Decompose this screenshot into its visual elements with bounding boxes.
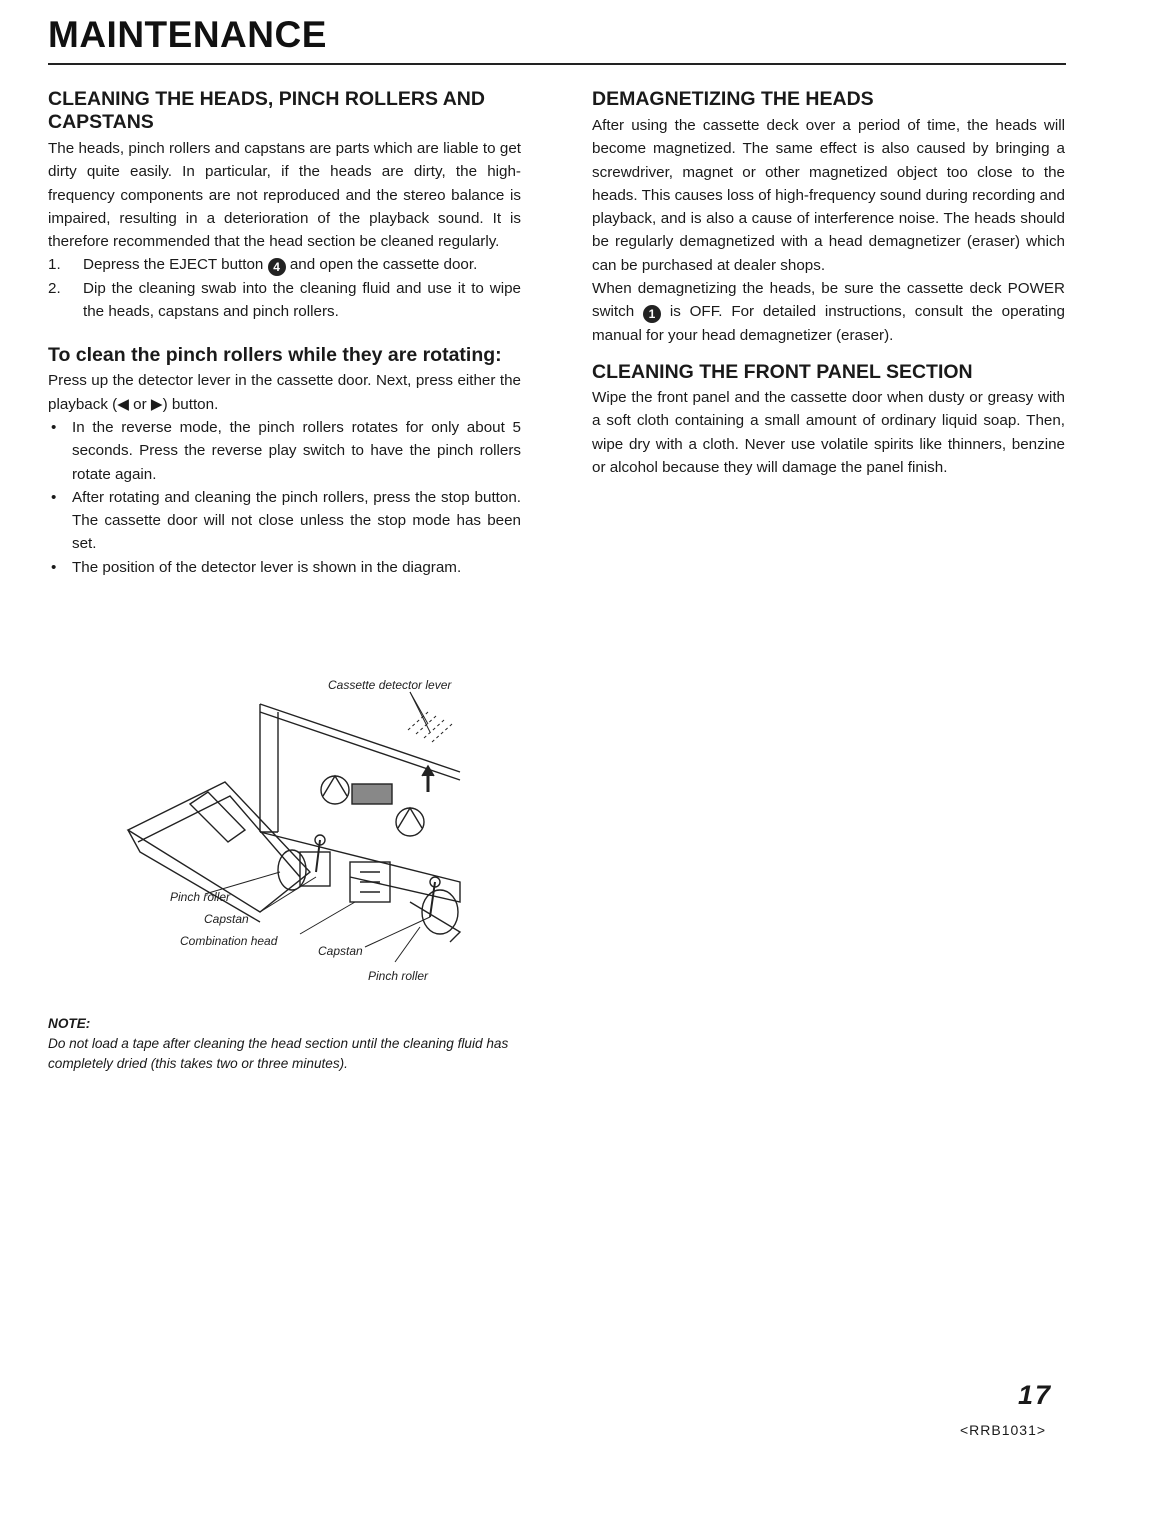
title-rule [48, 63, 1066, 65]
bullet-icon: • [51, 418, 57, 436]
cassette-mechanism-diagram [110, 672, 490, 992]
bullet-text: The position of the detector lever is shown in the diagram. [72, 558, 462, 576]
rotating-body-post: ) button. [162, 395, 219, 413]
rotating-bullets [48, 416, 521, 579]
power-switch-badge: 1 [643, 305, 661, 323]
label-pinch-roller-right: Pinch roller [368, 969, 429, 983]
bullet-item [48, 486, 521, 556]
label-pinch-roller-left: Pinch roller [170, 890, 231, 904]
rotating-heading: To clean the pinch rollers while they are rotating: [48, 344, 502, 367]
mechanism-drawing [110, 672, 490, 992]
demag-body-1: After using the cassette deck over a period of time, the heads will become magnetized. The same effect is also caused by bringing a screwdriver, magnet or other magnetized object too close to the heads. This causes loss of high-frequency sound during recording and playback, and is also a cause of interference noise. The heads should be regularly demagnetized with a head demagnetizer (eraser) which can be purchased at dealer shops. [592, 117, 1065, 274]
label-capstan-left: Capstan [204, 912, 249, 926]
rotating-body-mid: or [128, 395, 151, 413]
demag-body-2-pre: When demagnetizing the heads, be sure the cassette deck POWER switch [592, 280, 1065, 321]
step-1-text-post: and open the cassette door. [289, 256, 478, 274]
step-2 [48, 277, 521, 324]
bullet-text: After rotating and cleaning the pinch rollers, press the stop button. The cassette door will not close unless the stop mode has been set. [72, 488, 521, 553]
bullet-item [48, 556, 521, 579]
demag-body-2 [592, 277, 1065, 347]
label-capstan-right: Capstan [318, 944, 363, 958]
step-2-text: Dip the cleaning swab into the cleaning fluid and use it to wipe the heads, capstans and pinch rollers. [83, 279, 521, 321]
front-panel-body: Wipe the front panel and the cassette door when dusty or greasy with a soft cloth containing a small amount of ordinary liquid soap. Then, wipe dry with a cloth. Never use volatile spirits like thinners, benzine or alcohol because they will damage the panel finish. [592, 388, 1065, 476]
note-box [48, 1014, 523, 1074]
step-1-text-pre: Depress the EJECT button [83, 256, 264, 274]
cleaning-heading: CLEANING THE HEADS, PINCH ROLLERS AND CAPSTANS [48, 88, 485, 133]
rotating-body-pre: Press up the detector lever in the cassette door. Next, press either the playback ( [48, 372, 521, 413]
step-2-number: 2. [48, 279, 61, 297]
reverse-play-icon: ◀ [117, 395, 129, 413]
eject-button-badge: 4 [268, 258, 286, 276]
bullet-item [48, 416, 521, 486]
page-number: 17 [1018, 1380, 1053, 1410]
bullet-icon: • [51, 488, 57, 506]
front-panel-heading: CLEANING THE FRONT PANEL SECTION [592, 360, 973, 383]
demag-body-2-post: is OFF. For detailed instructions, consult the operating manual for your head demagnetizer (eraser). [592, 303, 1065, 344]
cleaning-steps [48, 253, 521, 323]
right-column [592, 88, 1065, 479]
forward-play-icon: ▶ [150, 395, 163, 413]
rotating-body [48, 369, 521, 416]
label-combination-head: Combination head [180, 934, 278, 948]
bullet-icon: • [51, 558, 57, 576]
demag-heading: DEMAGNETIZING THE HEADS [592, 88, 874, 110]
cleaning-body: The heads, pinch rollers and capstans are parts which are liable to get dirty quite easily. In particular, if the heads are dirty, the high-frequency components are not reproduced and the stereo balance is impaired, resulting in a deterioration of the playback sound. It is therefore recommended that the head section be cleaned regularly. [48, 140, 521, 251]
note-heading: NOTE: [48, 1016, 91, 1031]
note-text: Do not load a tape after cleaning the head section until the cleaning fluid has completely dried (this takes two or three minutes). [48, 1036, 509, 1071]
page-title: MAINTENANCE [48, 14, 327, 55]
front-panel-section [592, 361, 1065, 479]
left-column [48, 88, 521, 579]
bullet-text: In the reverse mode, the pinch rollers rotates for only about 5 seconds. Press the reverse play switch to have the pinch rollers rotate again. [72, 418, 521, 483]
document-code: <RRB1031> [960, 1422, 1047, 1438]
step-1-number: 1. [48, 256, 61, 274]
step-1 [48, 253, 521, 276]
label-detector-lever: Cassette detector lever [328, 678, 452, 692]
